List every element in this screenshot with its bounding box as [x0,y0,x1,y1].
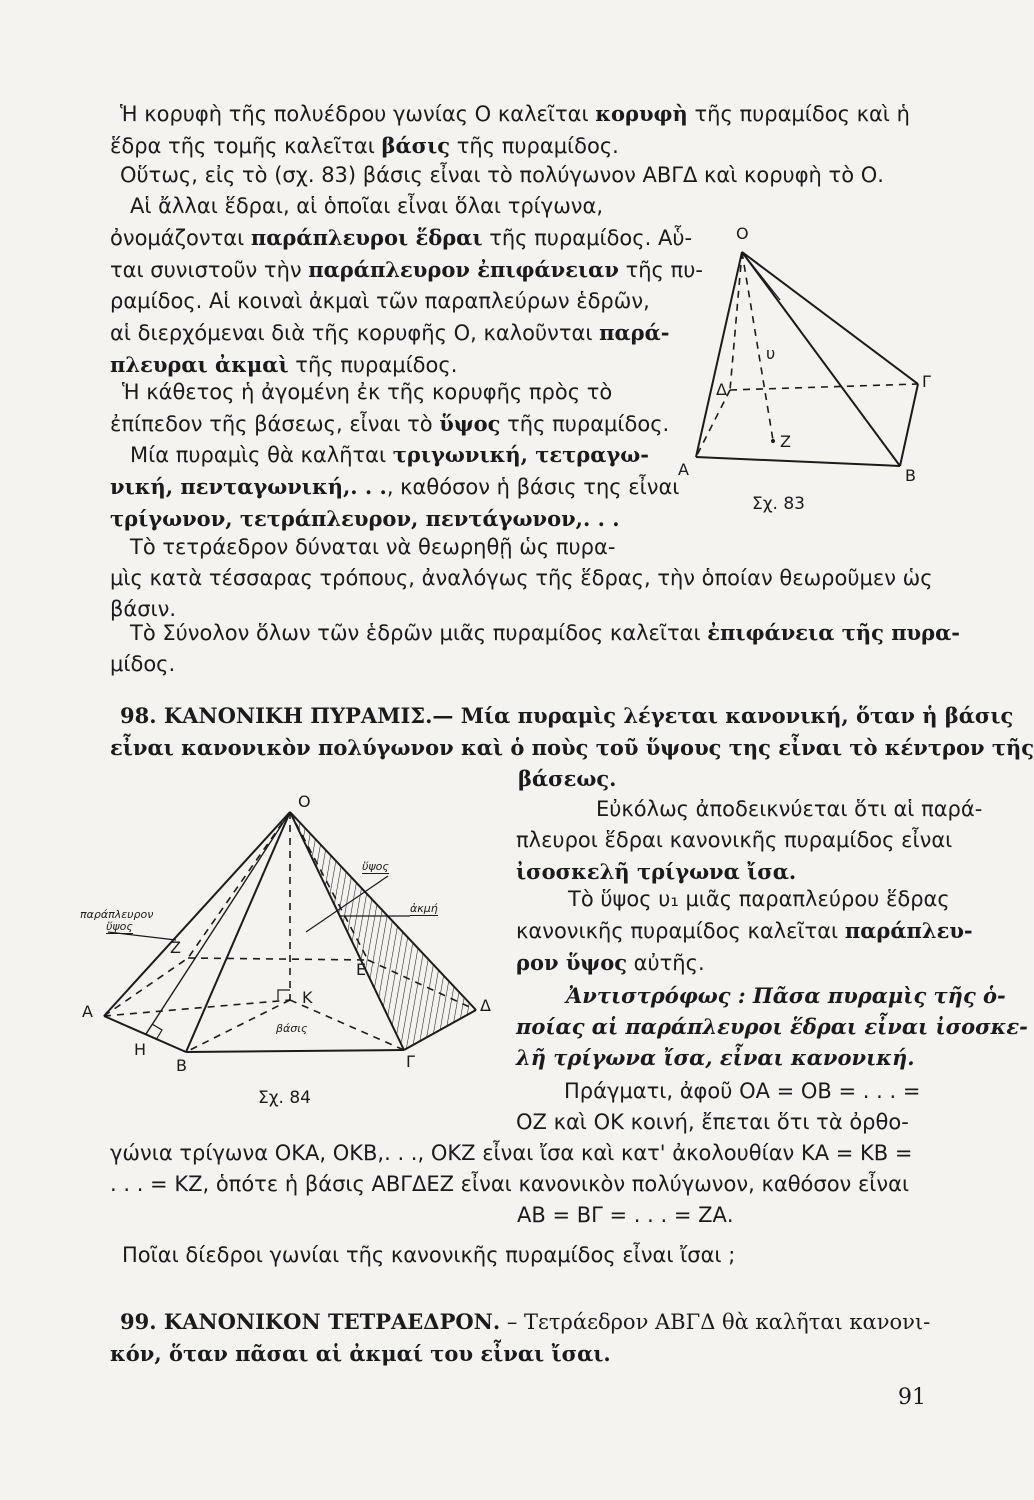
term-slant-height-2: ρον ὕψος [516,950,627,975]
term-types: τριγωνική, τετραγω- [392,442,649,467]
edge-ZE-hidden [188,958,368,960]
page-number: 91 [898,1385,926,1410]
term-apex: κορυφὴ [595,101,688,126]
text: , καθόσον ἡ βάσις της εἶναι [386,475,680,499]
label-B: Β [905,466,916,485]
label-H: Η [134,1040,147,1059]
slant-height-OH [146,812,290,1034]
label-G: Γ [406,1052,415,1071]
label-G: Γ [922,372,931,391]
edge-AZ-hidden [104,958,188,1016]
text: . . . = ΚΖ, ὁπότε ἡ βάσις ΑΒΓΔΕΖ εἶναι κανονικὸν πολύγωνον, καθόσον εἶναι [110,1172,910,1196]
text: ΟΖ καὶ ΟΚ κοινή, ἔπεται ὅτι τὰ ὀρθο- [516,1110,909,1134]
text: ὀνομάζονται [110,226,251,250]
text: Πράγματι, ἀφοῦ ΟΑ = ΟΒ = . . . = [564,1079,921,1103]
section-98-title: 98. ΚΑΝΟΝΙΚΗ ΠΥΡΑΜΙΣ.— [120,703,454,728]
term-lateral-edges: παρά- [599,320,670,345]
label-D: Δ [716,380,727,399]
label-A: Α [678,460,689,479]
text: Τὸ ὕψος υ₁ μιᾶς παραπλεύρου ἕδρας [568,887,950,911]
label-Z: Ζ [780,432,791,451]
edge-OZ-hidden [188,812,290,958]
text: ραμίδος. Αἱ κοιναὶ ἀκμαὶ τῶν παραπλεύρων ἑδρῶν, [110,289,650,313]
text: ἰσοσκελῆ τρίγωνα ἴσα. [516,859,797,884]
text: κόν, ὅταν πᾶσαι αἱ ἀκμαί του εἶναι ἴσαι. [110,1341,611,1366]
text: Ἡ κορυφὴ τῆς πολυέδρου γωνίας Ο καλεῖται [120,102,596,126]
edge-OB [186,812,290,1052]
term-types-2: νική, πενταγωνική,. . . [110,474,387,499]
label-height: ὕψος [362,860,389,873]
text: τῆς πυραμίδος. Αὗ- [482,226,693,250]
text: αὐτῆς. [627,951,705,975]
label-Z: Ζ [170,938,181,957]
section-99-title: 99. ΚΑΝΟΝΙΚΟΝ ΤΕΤΡΑΕΔΡΟΝ. [120,1309,501,1334]
text: Μία πυραμὶς λέγεται κανονική, ὅταν ἡ βάσις [453,703,1014,728]
text: τῆς πυραμίδος. [450,134,619,158]
text: Ἀντιστρόφως : Πᾶσα πυραμὶς τῆς ὁ- [566,983,1006,1008]
text: λῆ τρίγωνα ἴσα, εἶναι κανονική. [516,1045,915,1070]
text: ται συνιστοῦν τὴν [110,258,309,282]
text: ἐπίπεδον τῆς βάσεως, εἶναι τὸ [110,412,440,436]
text: Μία πυραμὶς θὰ καλῆται [130,443,393,467]
term-lateral-faces: παράπλευροι ἕδραι [250,225,483,250]
term-types-3: τρίγωνον, τετράπλευρον, πεντάγωνον,. . . [110,506,620,531]
text: Τὸ Σύνολον ὅλων τῶν ἑδρῶν μιᾶς πυραμίδος καλεῖται [130,621,708,645]
label-D: Δ [480,996,491,1015]
text: βάσεως. [518,766,617,791]
text: κανονικῆς πυραμίδος καλεῖται [516,919,845,943]
text: αἱ διερχόμεναι διὰ τῆς κορυφῆς Ο, καλοῦνται [110,321,600,345]
edge-BG [186,1050,404,1052]
text: – Τετράεδρον ΑΒΓΔ θὰ καλῆται κανονι- [500,1310,931,1334]
text: βάσιν. [110,597,177,621]
text: Τὸ τετράεδρον δύναται νὰ θεωρηθῇ ὡς πυρα- [130,535,616,559]
label-edge: ἀκμή [410,902,438,915]
label-A: Α [82,1002,93,1021]
text: ἕδρα τῆς τομῆς καλεῖται [110,134,382,158]
term-base: βάσις [381,133,451,158]
figure-83-caption: Σχ. 83 [752,494,806,514]
text: πλευροι ἕδραι κανονικῆς πυραμίδος εἶναι [516,828,953,852]
label-O: Ο [298,792,311,811]
term-surface: ἐπιφάνεια τῆς πυρα- [707,620,960,645]
text: τῆς πυραμίδος. [500,412,670,436]
label-height-u: υ [766,344,776,363]
term-height: ὕψος [439,411,501,436]
label-slant-height-1: παράπλευρον [80,908,154,921]
term-lateral-surface: παράπλευρον ἐπιφάνειαν [308,257,619,282]
label-O: Ο [736,224,749,243]
text: τῆς πυ- [618,258,703,282]
text: Εὐκόλως ἀποδεικνύεται ὅτι αἱ παρά- [596,797,983,821]
text: μὶς κατὰ τέσσαρας τρόπους, ἀναλόγως τῆς ἕδρας, τὴν ὁποίαν θεωροῦμεν ὡς [110,566,933,590]
text: γώνια τρίγωνα ΟΚΑ, ΟΚΒ,. . ., ΟΚΖ εἶναι ἴσα καὶ κατ' ἀκολουθίαν ΚΑ = ΚΒ = [110,1141,913,1165]
text: Ποῖαι δίεδροι γωνίαι τῆς κανονικῆς πυραμίδος εἶναι ἴσαι ; [122,1243,736,1267]
right-angle-K [278,990,290,1000]
label-slant-height-2: ὕψος [106,920,133,933]
text: ποίας αἱ παράπλευροι ἕδραι εἶναι ἰσοσκε- [516,1014,1028,1039]
label-E: Ε [356,960,367,979]
label-K: Κ [302,988,313,1007]
label-B: Β [176,1056,187,1075]
text: Αἱ ἄλλαι ἕδραι, αἱ ὁποῖαι εἶναι ὅλαι τρίγωνα, [130,194,604,218]
text: Ἡ κάθετος ἡ ἀγομένη ἐκ τῆς κορυφῆς πρὸς τὸ [122,380,613,404]
term-slant-height: παράπλευ- [844,918,973,943]
text: μίδος. [110,652,176,676]
figure-84-caption: Σχ. 84 [258,1088,312,1108]
term-lateral-edges-2: πλευραι ἀκμαὶ [110,352,289,377]
text: τῆς πυραμίδος καὶ ἡ [687,102,910,126]
text: τῆς πυραμίδος. [288,353,458,377]
hatched-face [290,812,476,1050]
text: Οὕτως, εἰς τὸ (σχ. 83) βάσις εἶναι τὸ πολύγωνον ΑΒΓΔ καὶ κορυφὴ τὸ Ο. [120,163,884,187]
text: εἶναι κανονικὸν πολύγωνον καὶ ὁ ποὺς τοῦ ὕψους της εἶναι τὸ κέντρον τῆς [110,735,1034,760]
text: ΑΒ = ΒΓ = . . . = ΖΑ. [517,1203,734,1227]
label-base: βάσις [276,1022,308,1035]
